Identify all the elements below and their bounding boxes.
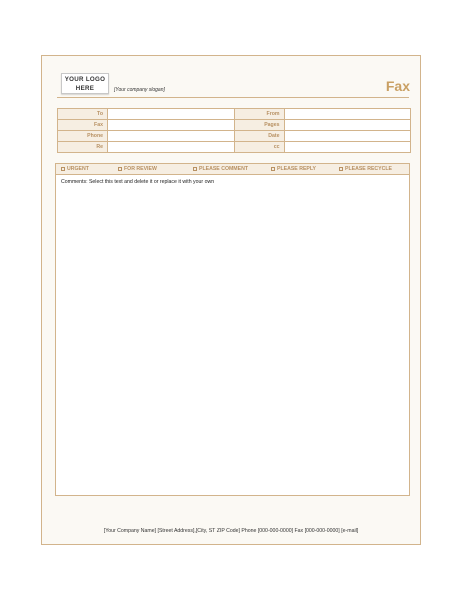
checkbox-for-review[interactable] — [118, 166, 193, 172]
checkbox-icon[interactable] — [271, 167, 275, 171]
phone-field[interactable] — [108, 131, 235, 142]
fax-info-table — [57, 108, 411, 153]
re-label: Re — [58, 142, 108, 153]
checkbox-label: PLEASE COMMENT — [199, 166, 248, 172]
fax-field[interactable] — [108, 120, 235, 131]
phone-label: Phone — [58, 131, 108, 142]
to-label: To — [58, 109, 108, 120]
checkbox-label: URGENT — [67, 166, 89, 172]
checkbox-please-recycle[interactable] — [339, 166, 392, 172]
comments-box — [55, 163, 410, 496]
checkbox-label: FOR REVIEW — [124, 166, 157, 172]
logo-text-line1: YOUR LOGO — [64, 76, 106, 83]
checkbox-row — [56, 164, 409, 175]
table-row — [58, 109, 411, 120]
logo-placeholder[interactable] — [61, 73, 109, 94]
from-label: From — [234, 109, 284, 120]
pages-field[interactable] — [284, 120, 411, 131]
checkbox-please-reply[interactable] — [271, 166, 339, 172]
table-row — [58, 142, 411, 153]
date-field[interactable] — [284, 131, 411, 142]
re-field[interactable] — [108, 142, 235, 153]
logo-text-line2: HERE — [75, 84, 95, 92]
pages-label: Pages — [234, 120, 284, 131]
page-title: Fax — [385, 78, 410, 94]
date-label: Date — [234, 131, 284, 142]
table-row — [58, 131, 411, 142]
company-slogan[interactable]: [Your company slogan] — [114, 87, 165, 93]
checkbox-label: PLEASE REPLY — [277, 166, 317, 172]
fax-label: Fax — [58, 120, 108, 131]
checkbox-icon[interactable] — [339, 167, 343, 171]
table-row — [58, 120, 411, 131]
fax-page — [41, 55, 421, 545]
checkbox-please-comment[interactable] — [193, 166, 271, 172]
checkbox-icon[interactable] — [193, 167, 197, 171]
cc-label: cc — [234, 142, 284, 153]
checkbox-icon[interactable] — [61, 167, 65, 171]
from-field[interactable] — [284, 109, 411, 120]
header-divider — [57, 97, 409, 98]
checkbox-icon[interactable] — [118, 167, 122, 171]
footer-contact[interactable]: [Your Company Name] [Street Address],[City, ST ZIP Code] Phone [000-000-0000] Fax [000-000-0000] [e-mail] — [103, 528, 359, 534]
checkbox-urgent[interactable] — [61, 166, 118, 172]
checkbox-label: PLEASE RECYCLE — [345, 166, 392, 172]
comments-text[interactable]: Comments: Select this text and delete it or replace it with your own — [61, 179, 215, 185]
to-field[interactable] — [108, 109, 235, 120]
cc-field[interactable] — [284, 142, 411, 153]
